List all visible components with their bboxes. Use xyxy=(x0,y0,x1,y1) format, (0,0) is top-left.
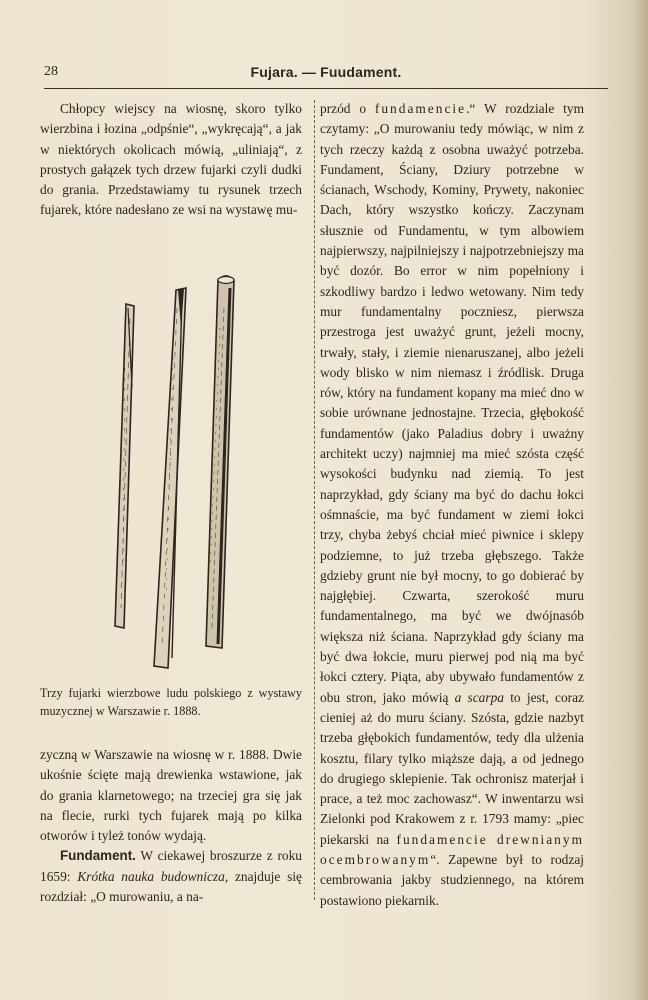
italic-phrase: a scarpa xyxy=(454,689,504,705)
spaced-word-1: fundamencie xyxy=(374,101,467,116)
page-header xyxy=(44,64,608,88)
page-number: 28 xyxy=(44,64,58,79)
entry-text-1: W ciekawej broszurze z roku 1659: xyxy=(40,848,302,884)
fundament-entry xyxy=(40,846,302,907)
pipe-right xyxy=(206,276,234,648)
text-segment-1: przód o xyxy=(320,101,375,116)
continuation-paragraph: zyczną w Warszawie na wiosnę w r. 1888. Dwie ukośnie ścięte mają drewienka wstawione, jak do grania klarnetowego; na trzeciej gra się jak na flecie, rurki tych fujarek mają po kilka otworów i tyleż tonów wydają. xyxy=(40,747,302,844)
entry-headword: Fundament. xyxy=(60,848,136,864)
left-column-bottom xyxy=(40,745,302,907)
header-rule xyxy=(44,88,608,89)
right-column xyxy=(320,99,584,911)
figure-caption: Trzy fujarki wierzbowe ludu polskiego z wystawy muzycznej w Warszawie r. 1888. xyxy=(40,686,302,718)
three-pipes-illustration xyxy=(88,268,268,676)
page-edge xyxy=(634,0,648,1000)
text-segment-3: to jest, coraz cieniej aż do muru ściany. Szósta, gdzie nazbyt trzeba głębokich fundamentów, tedy dla ulżenia kosztu, filary tylko miąższe dają, a od jednego do drugiego sklepienie. Tak ochronisz materjał i prace, a też moc zachowasz“. W inwentarzu wsi Zielonki pod Krakowem z r. 1793 mamy: „piec piekarski na xyxy=(320,689,584,847)
column-divider xyxy=(314,100,315,900)
intro-paragraph: Chłopcy wiejscy na wiosnę, skoro tylko wierzbina i łozina „odpśnie“, „wykręcają“, a jak w niektórych okolicach mówią, „uliniają“, z prostych gałązek tych drzew fujarki czyli dudki do grania. Przedstawiamy tu rysunek trzech fujarek, które nadesłano ze wsi na wystawę mu- xyxy=(40,101,302,218)
left-column-top xyxy=(40,99,302,221)
entry-text-2: , znajduje się rozdział: „O murowaniu, a na- xyxy=(40,868,302,905)
text-segment-2: .“ W rozdziale tym czytamy: „O murowaniu tedy mówiąc, w nim z tych rzeczy każdą z osobna uważyć potrzeba. Fundament, Ściany, Dziury potrzebne w ścianach, Wschody, Kominy, Prywety, nakoniec Dach, który wszystko kończy. Zaczynam słusznie od Fundamentu, w tym albowiem najpierwszy, najpilniejszy i najpotrzebniejszy ma być dozór. Bo error w nim popełniony i szkodliwy bardzo i ledwo wetowany. Nim tedy mur fundamentalny poczniesz, pierwsza przestroga jest uważyć grunt, jeżeli mocny, trwały, stały, i ziemie nienaruszanej, albo jeżeli wody blisko w nim niemasz i źródlisk. Druga rów, który na fundament kopany ma mieć dno w sobie urównane jednostajne. Trzecia, głębokość fundamentów (jako Paladius dobry i uważny architekt uczy) najmniej ma mieć szósta część wysokości budynku nad ziemią. To jest naprzykład, gdy ściany ma być do dachu łokci ośmnaście, ma być fundament w ziemi łokci trzy, chyba żebyś chciał mieć piwnice i sklepy podziemne, to już trzeba głębszego. Także gdzieby grunt nie był mocny, to go dobierać by najgłębiej. Czwarta, szerokość muru fundamentalnego, ma być we dwójnasób większa niż ściana. Naprzykład gdy ściany ma być dwa łokcie, muru pierwej pod nią ma być łokci cztery. Piąta, aby ubywało fundamentów z obu stron, jako mówią xyxy=(320,101,584,705)
text-segment-4: “. Zapewne był to rodzaj cembrowania jakby studziennego, na którem postawiono piekarnik. xyxy=(320,851,584,908)
pipe-middle xyxy=(154,288,186,668)
spaced-phrase-2: fundamencie drewnianym ocembrowanym xyxy=(320,831,584,867)
right-column-paragraph xyxy=(320,99,584,911)
pipe-left xyxy=(115,304,134,628)
book-title: Krótka nauka budownicza xyxy=(77,868,225,884)
running-head: Fujara. — Fuudament. xyxy=(250,64,402,80)
